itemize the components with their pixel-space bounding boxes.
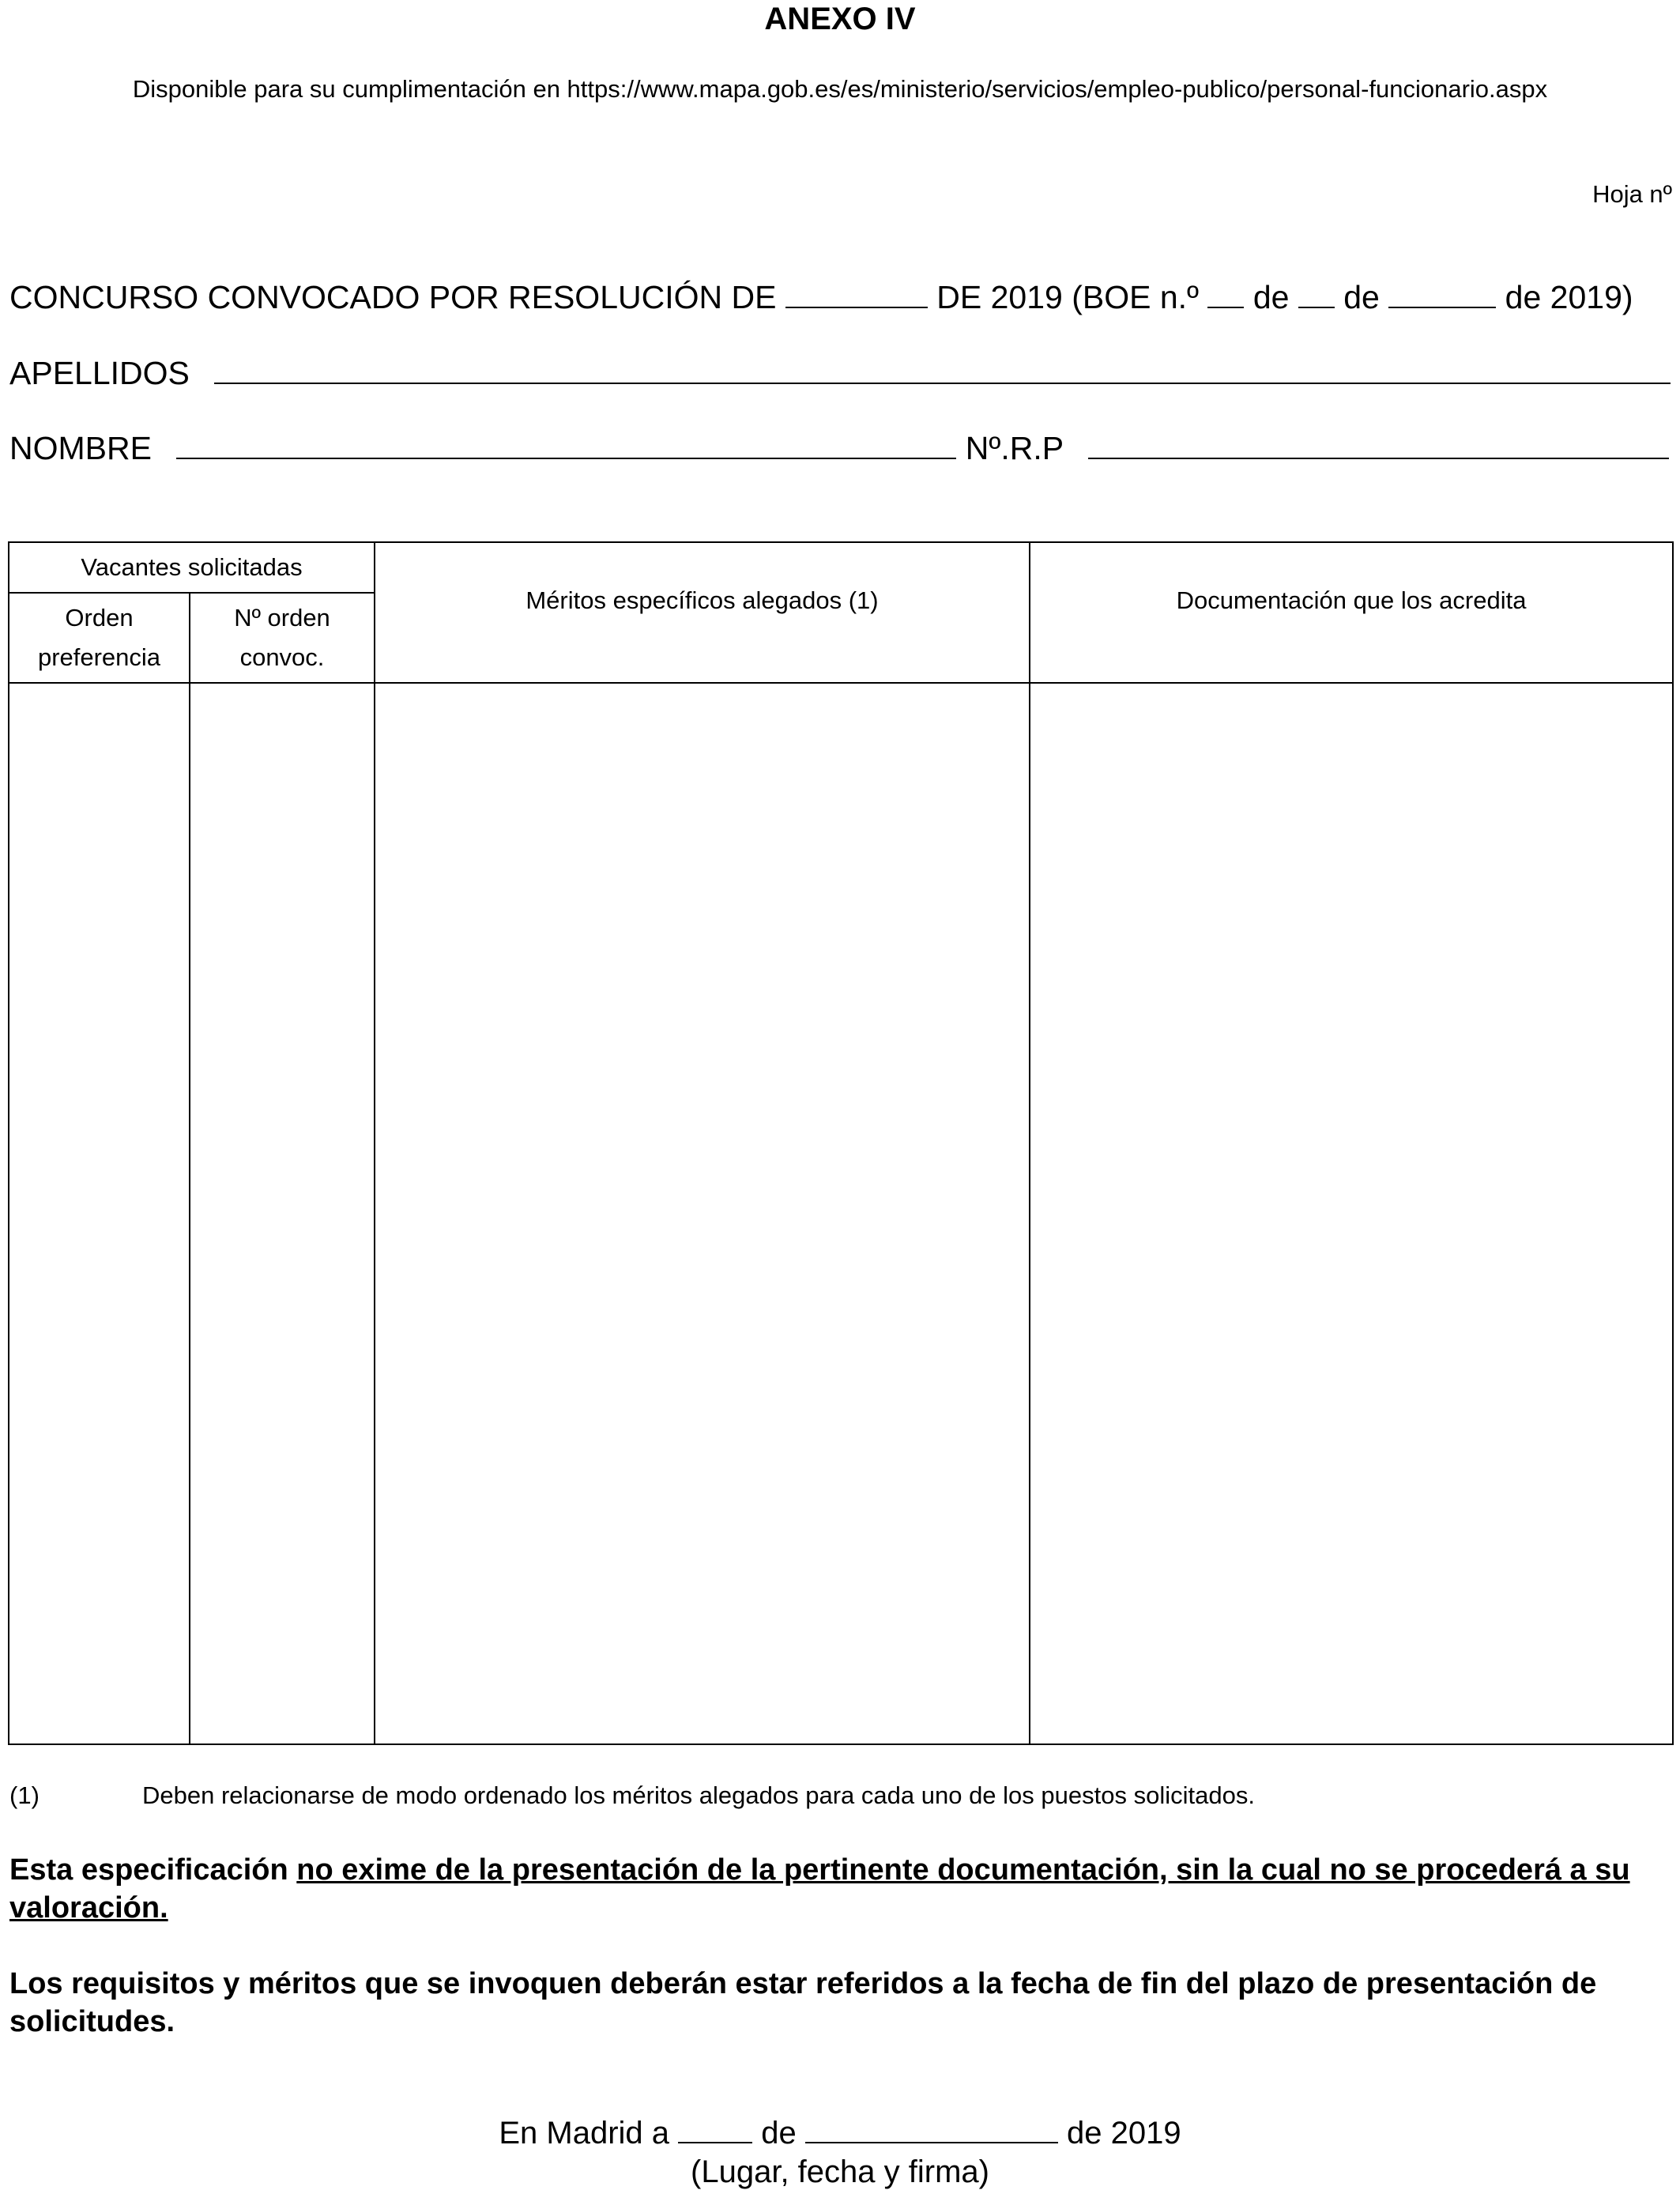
signature-place-label: En Madrid a bbox=[499, 2116, 670, 2151]
nombre-field[interactable] bbox=[176, 431, 956, 459]
numero-orden-header: Nº orden convoc. bbox=[190, 593, 375, 683]
signature-year-label: de 2019 bbox=[1067, 2116, 1181, 2151]
nrp-label: Nº.R.P bbox=[965, 430, 1064, 466]
apellidos-label: APELLIDOS bbox=[9, 355, 190, 391]
boe-day-blank[interactable] bbox=[1298, 280, 1335, 308]
signature-de-label: de bbox=[761, 2116, 797, 2151]
signature-line bbox=[0, 2114, 1680, 2152]
documentation-notice-underlined: no exime de la presentación de la pertinente documentación, sin la cual no se procederá a su valoración. bbox=[9, 1853, 1630, 1924]
apellidos-field[interactable] bbox=[214, 356, 1671, 384]
nrp-field[interactable] bbox=[1088, 431, 1669, 459]
requirements-notice: Los requisitos y méritos que se invoquen deberán estar referidos a la fecha de fin del plazo de presentación de solicitudes. bbox=[9, 1967, 1597, 2038]
boe-month-blank[interactable] bbox=[1388, 280, 1496, 308]
nombre-label: NOMBRE bbox=[9, 430, 152, 466]
document-title: ANEXO IV bbox=[764, 2, 916, 36]
documentation-notice bbox=[9, 1851, 1661, 1927]
orden-preferencia-header: Orden preferencia bbox=[9, 593, 190, 683]
merits-table bbox=[8, 541, 1674, 1745]
documentation-notice-plain: Esta especificación bbox=[9, 1853, 297, 1887]
sheet-number-label: Hoja nº bbox=[1592, 180, 1672, 208]
concurso-label-3: de bbox=[1252, 279, 1290, 315]
numero-orden-cell[interactable] bbox=[190, 683, 375, 1744]
concurso-label-1: CONCURSO CONVOCADO POR RESOLUCIÓN DE bbox=[9, 279, 777, 315]
concurso-label-4: de bbox=[1343, 279, 1380, 315]
documentacion-cell[interactable] bbox=[1030, 683, 1673, 1744]
footnote-text: Deben relacionarse de modo ordenado los méritos alegados para cada uno de los puestos solicitados. bbox=[142, 1781, 1255, 1809]
meritos-cell[interactable] bbox=[375, 683, 1030, 1744]
nombre-line bbox=[9, 428, 1669, 469]
orden-preferencia-cell[interactable] bbox=[9, 683, 190, 1744]
documentacion-header: Documentación que los acredita bbox=[1030, 542, 1673, 683]
meritos-header: Méritos específicos alegados (1) bbox=[375, 542, 1030, 683]
resolution-date-blank[interactable] bbox=[785, 280, 928, 308]
signature-month-blank[interactable] bbox=[805, 2115, 1058, 2143]
vacantes-header: Vacantes solicitadas bbox=[9, 542, 375, 593]
concurso-label-2: DE 2019 (BOE n.º bbox=[936, 279, 1200, 315]
footnote-marker: (1) bbox=[9, 1781, 40, 1809]
signature-day-blank[interactable] bbox=[678, 2115, 752, 2143]
concurso-label-5: de 2019) bbox=[1505, 279, 1633, 315]
apellidos-line bbox=[9, 352, 1671, 394]
signature-caption: (Lugar, fecha y firma) bbox=[691, 2154, 989, 2189]
boe-number-blank[interactable] bbox=[1207, 280, 1244, 308]
availability-note: Disponible para su cumplimentación en https://www.mapa.gob.es/es/ministerio/servicios/empleo-publico/personal-funcionario.aspx bbox=[132, 75, 1548, 103]
concurso-line bbox=[9, 277, 1633, 318]
